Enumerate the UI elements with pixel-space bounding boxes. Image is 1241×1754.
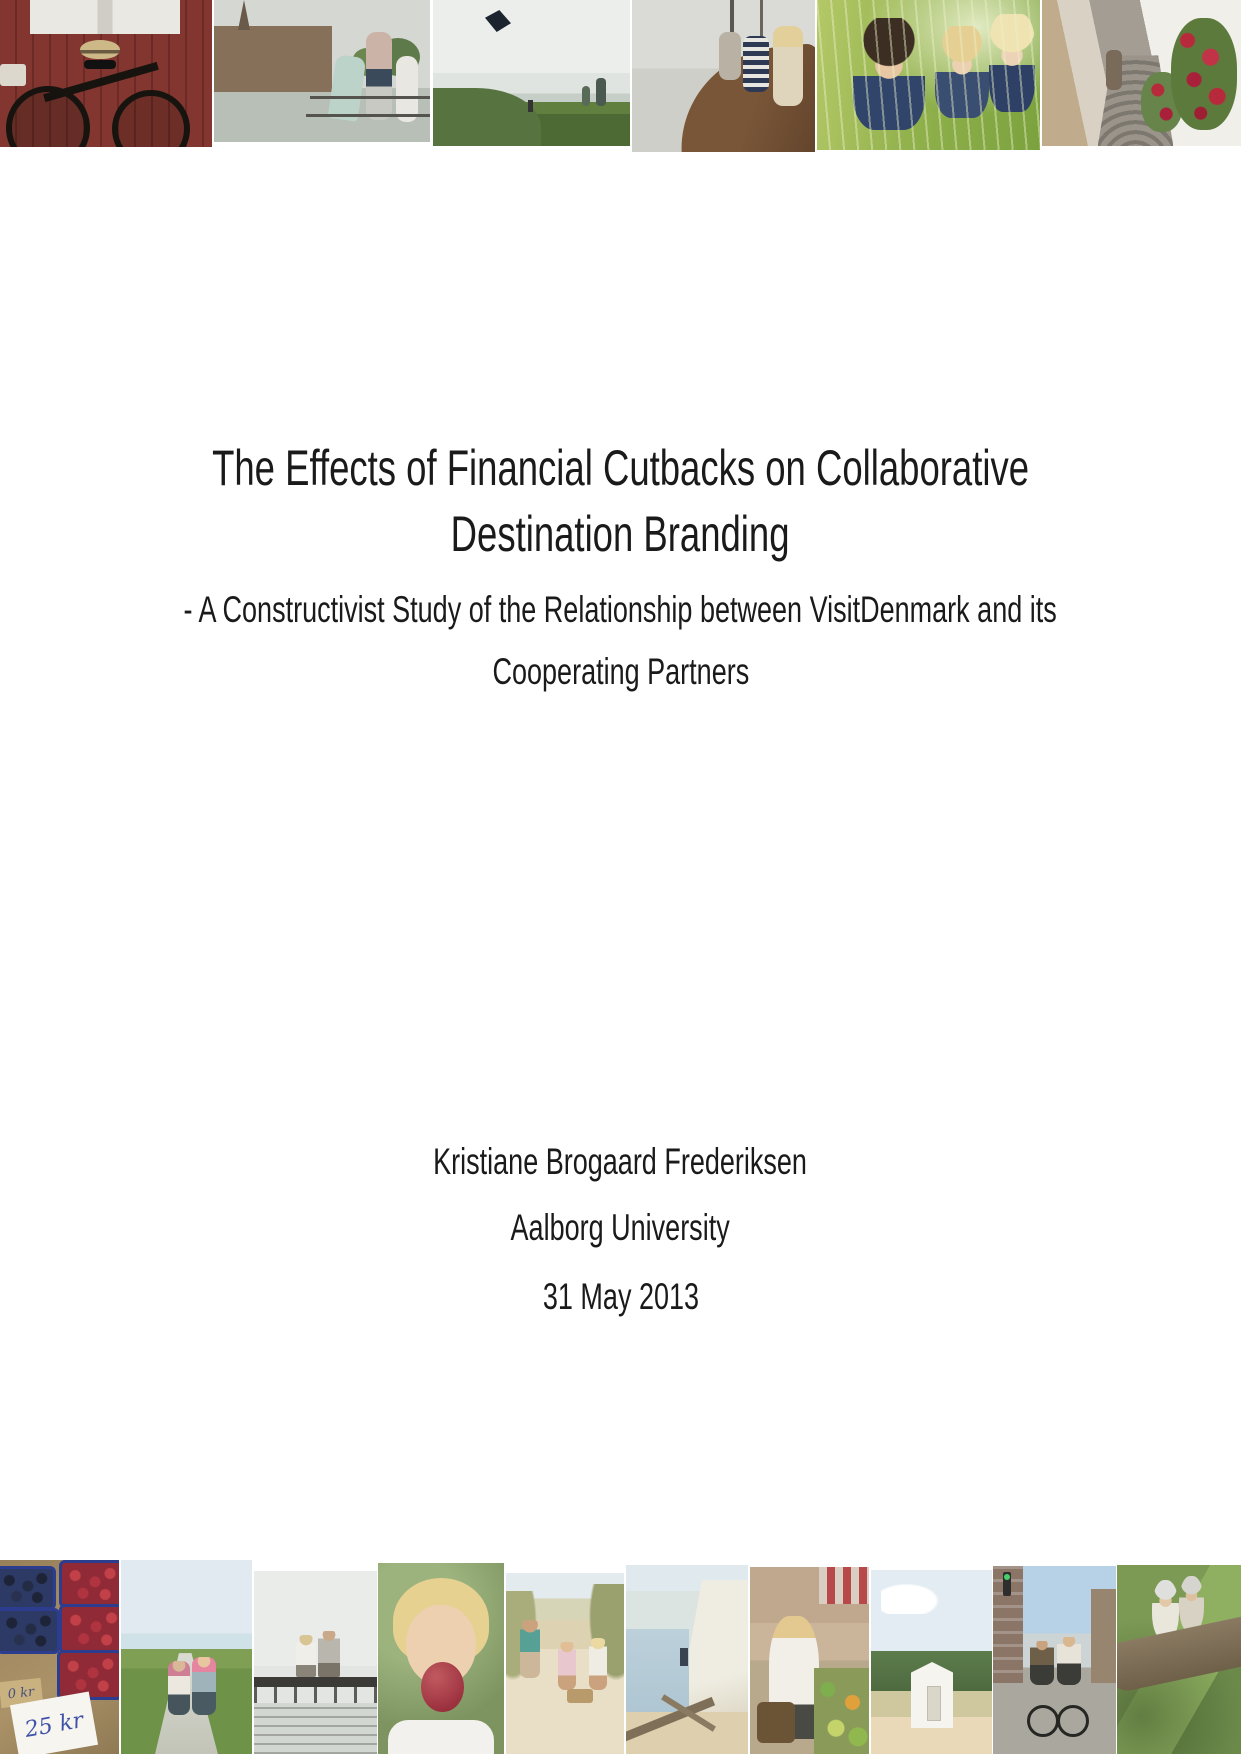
photo-white-beach-hut [871, 1570, 992, 1754]
jetty-piles-shape [254, 1687, 377, 1703]
bicycle-basket-shape [757, 1702, 795, 1743]
railing-shape [310, 96, 430, 99]
produce-crates-shape [814, 1668, 869, 1754]
photo-couple-fallen-tree [1117, 1565, 1241, 1754]
institution-name [0, 1209, 1241, 1246]
photo-family-beach-path [506, 1573, 624, 1754]
title-line-1 [0, 440, 1241, 496]
person-figure [582, 86, 590, 106]
person-figure [528, 100, 533, 112]
author-name [0, 1143, 1241, 1180]
tree-trunk-shape [1117, 1613, 1241, 1695]
bicycle-wheel-shape [1027, 1705, 1059, 1737]
author-name-text: Kristiane Brogaard Frederiksen [433, 1141, 808, 1182]
straw-hat-shape [80, 40, 120, 59]
rose-bush-shape [1171, 18, 1237, 130]
person-figure [743, 36, 769, 92]
blueberry-punnet-shape [0, 1566, 56, 1610]
person-figure [192, 1657, 216, 1715]
person-figure [596, 78, 606, 106]
person-figure [680, 1648, 688, 1666]
price-tag-text: 0 kr [7, 1684, 35, 1702]
photo-kite-coastal-meadow [433, 0, 630, 146]
bicycle-wheel-shape [112, 90, 190, 147]
castle-shape [214, 26, 332, 92]
person-figure [318, 1631, 340, 1677]
window-shape [30, 0, 180, 34]
bicycle-wheel-shape [1057, 1705, 1089, 1737]
person-figure [296, 1635, 316, 1677]
price-sign-text: 25 kr [22, 1707, 86, 1743]
meadow-hill-shape [433, 88, 541, 146]
institution-name-text: Aalborg University [510, 1207, 731, 1248]
subtitle-line-2 [0, 653, 1241, 690]
person-figure [366, 32, 392, 120]
photo-family-walking-path [121, 1560, 252, 1754]
title-line-1-text: The Effects of Financial Cutbacks on Collaborative [212, 440, 1029, 496]
cyclist-figure [1057, 1637, 1081, 1685]
bicycle-wheel-shape [6, 86, 90, 147]
jetty-deck-shape [254, 1677, 377, 1687]
photo-chalk-cliff-beach [626, 1565, 748, 1754]
photo-women-castle-lake [214, 0, 430, 142]
cloud-shape [881, 1581, 944, 1614]
photo-market-bicycle-woman [750, 1567, 869, 1754]
photo-cobbled-street-roses [1042, 0, 1241, 146]
water-ripples-shape [254, 1706, 377, 1754]
basket-shape [0, 64, 26, 86]
person-figure [773, 26, 803, 106]
person-figure [328, 54, 367, 122]
photo-couple-on-jetty [254, 1571, 377, 1754]
submission-date [0, 1278, 1241, 1315]
person-figure [168, 1661, 190, 1715]
cyclist-figure [1030, 1641, 1054, 1685]
railing-shape [306, 114, 430, 117]
submission-date-text: 31 May 2013 [542, 1276, 699, 1317]
bicycle-saddle-shape [84, 60, 116, 69]
photo-boy-with-apple [378, 1563, 504, 1754]
apple-shape [421, 1662, 464, 1712]
person-figure [719, 32, 741, 80]
person-figure [396, 56, 418, 122]
raspberry-punnet-shape [59, 1560, 119, 1608]
raspberry-punnet-shape [59, 1604, 119, 1654]
cart-shape [567, 1689, 593, 1703]
building-shape [1091, 1589, 1116, 1683]
photo-berry-market-stall [0, 1560, 119, 1754]
hut-door-shape [927, 1686, 941, 1721]
photo-city-cyclists [993, 1566, 1116, 1754]
child-figure [558, 1642, 576, 1690]
title-line-2 [0, 506, 1241, 562]
title-line-2-text: Destination Branding [451, 506, 790, 562]
shirt-shape [388, 1720, 494, 1754]
blueberry-punnet-shape [0, 1608, 60, 1654]
awning-shape [819, 1567, 869, 1604]
green-traffic-light [1004, 1574, 1010, 1580]
photo-children-in-grass [817, 0, 1040, 150]
subtitle-line-1 [0, 591, 1241, 628]
child-figure [520, 1620, 540, 1678]
photo-bicycle-red-wall [0, 0, 212, 147]
subtitle-line-1-text: - A Constructivist Study of the Relationship between VisitDenmark and its [183, 589, 1058, 630]
child-figure [589, 1638, 607, 1690]
kite-shape [485, 10, 511, 32]
grass-overlay [817, 0, 1040, 150]
subtitle-line-2-text: Cooperating Partners [492, 651, 749, 692]
castle-spire-shape [238, 0, 250, 30]
person-figure [1106, 50, 1122, 90]
photo-harbour-wooden-boats [632, 0, 815, 152]
